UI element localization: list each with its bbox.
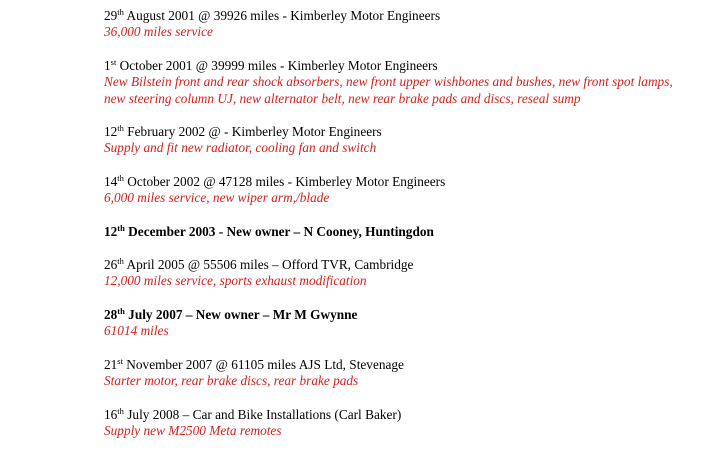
history-entry [104, 357, 694, 390]
entry-day-suffix: th [117, 172, 124, 183]
entry-heading [104, 58, 694, 74]
service-history-document [104, 8, 694, 439]
entry-day: 28 [104, 306, 118, 322]
entry-heading [104, 357, 694, 373]
entry-day-suffix: th [117, 7, 124, 17]
entry-work-note: New Bilstein front and rear shock absorbers, new front upper wishbones and bushes, new front spot lamps, new steering column UJ, new alternator belt, new rear brake pads and discs, reseal sump [104, 74, 673, 106]
entry-heading [104, 257, 694, 273]
entry-heading [104, 307, 694, 323]
entry-day: 14 [104, 173, 118, 189]
entry-work-note: 61014 miles [104, 323, 169, 339]
entry-day-suffix: th [117, 123, 124, 134]
entry-day: 26 [104, 257, 118, 273]
entry-day: 1 [104, 57, 111, 73]
entry-details: November 2007 @ 61105 miles AJS Ltd, Stevenage [122, 356, 404, 372]
entry-day-suffix: th [117, 405, 124, 416]
entry-details: July 2008 – Car and Bike Installations (Carl Baker) [123, 406, 402, 422]
entry-work-note: Supply and fit new radiator, cooling fan and switch [104, 140, 377, 156]
entry-day-suffix: th [117, 305, 125, 316]
entry-details: October 2001 @ 39999 miles - Kimberley Motor Engineers [116, 57, 438, 73]
history-entry [104, 407, 694, 440]
ownership-entry [104, 307, 694, 340]
entry-day-suffix: st [117, 355, 123, 366]
history-entry [104, 257, 694, 290]
entry-day: 16 [104, 406, 118, 422]
entry-work-note: 6,000 miles service, new wiper arm,/blade [104, 190, 330, 206]
entry-work-note: Supply new M2500 Meta remotes [104, 422, 282, 438]
entry-heading [104, 174, 694, 190]
entry-heading [104, 124, 694, 140]
entry-day-suffix: th [117, 222, 125, 233]
entry-details: October 2002 @ 47128 miles - Kimberley Motor Engineers [123, 173, 446, 189]
entry-heading [104, 8, 694, 24]
history-entry [104, 8, 694, 41]
entry-heading [104, 224, 694, 240]
entry-day: 21 [104, 356, 118, 372]
history-entry [104, 124, 694, 157]
entry-details: December 2003 - New owner – N Cooney, Huntingdon [124, 223, 434, 239]
entry-day: 12 [104, 223, 118, 239]
entry-day: 12 [104, 124, 118, 140]
entry-day: 29 [104, 8, 118, 23]
entry-heading [104, 407, 694, 423]
entry-details: August 2001 @ 39926 miles - Kimberley Motor Engineers [123, 8, 441, 23]
entry-work-note: Starter motor, rear brake discs, rear brake pads [104, 373, 359, 389]
ownership-entry [104, 224, 694, 240]
entry-work-note: 36,000 miles service [104, 24, 213, 40]
entry-day-suffix: st [110, 56, 117, 67]
entry-details: April 2005 @ 55506 miles – Offord TVR, Cambridge [123, 257, 414, 273]
history-entry [104, 58, 694, 107]
entry-details: July 2007 – New owner – Mr M Gwynne [124, 306, 358, 322]
history-entry [104, 174, 694, 207]
entry-work-note: 12,000 miles service, sports exhaust modification [104, 273, 367, 289]
entry-details: February 2002 @ - Kimberley Motor Engineers [123, 124, 382, 140]
entry-day-suffix: th [117, 256, 124, 267]
